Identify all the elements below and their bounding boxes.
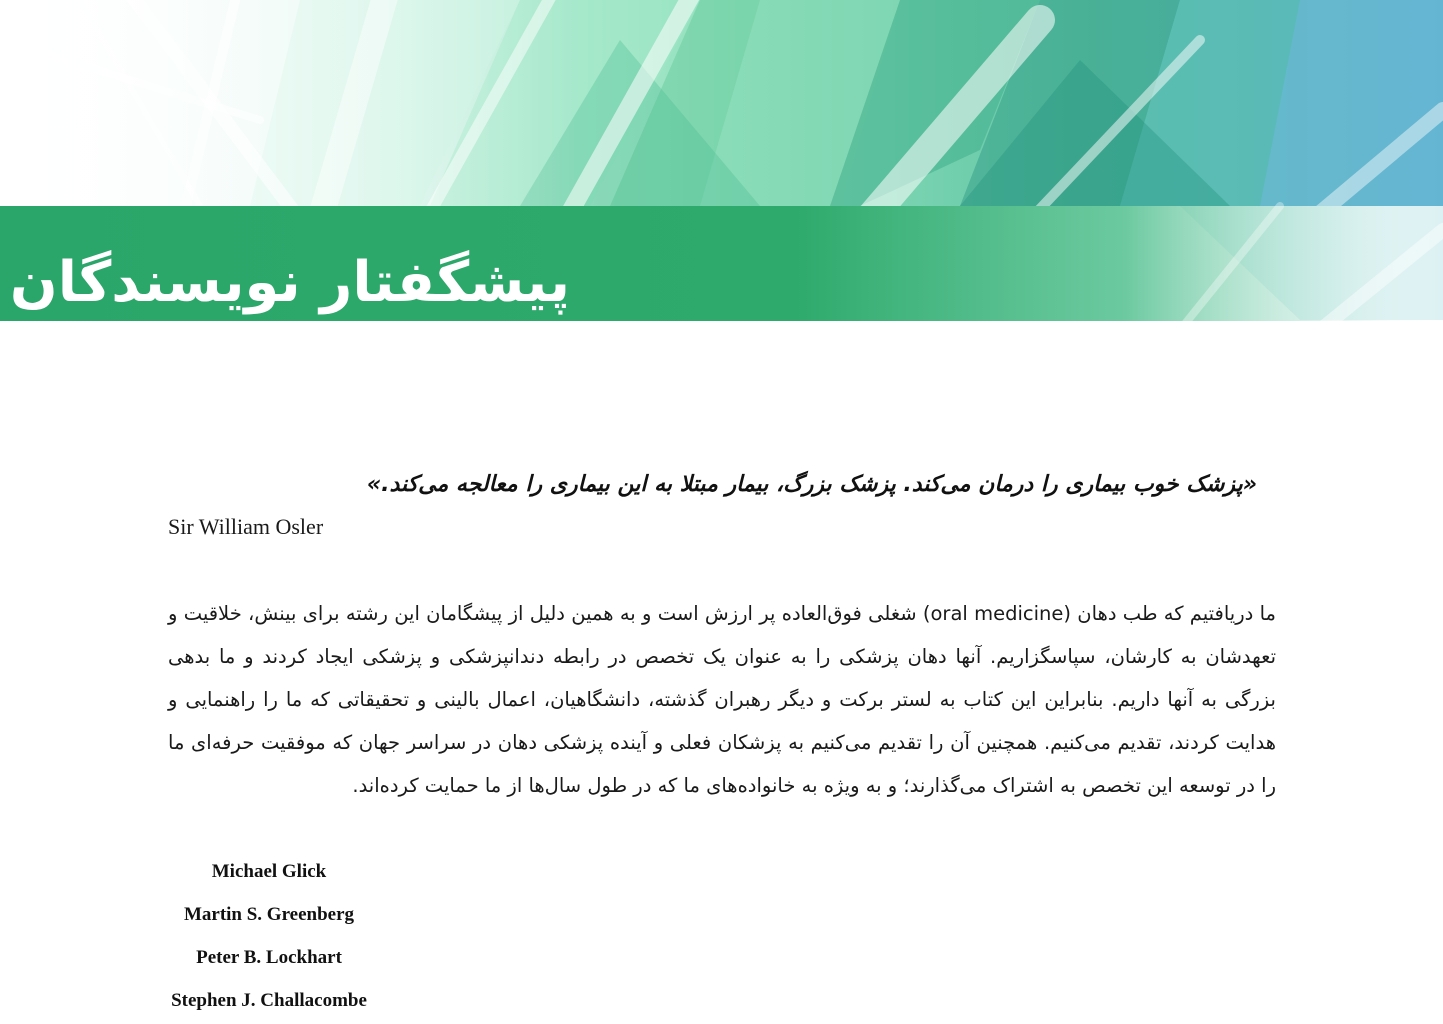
- author-name: Martin S. Greenberg: [183, 904, 355, 925]
- author-name: Michael Glick: [211, 861, 327, 882]
- epigraph-author: Sir William Osler: [168, 514, 324, 539]
- epigraph-quote: «پزشک خوب بیماری را درمان می‌کند. پزشک بزرگ، بیمار مبتلا به این بیماری را معالجه می‌کند.»: [366, 472, 1257, 497]
- page-title: پیشگفتار نویسندگان: [9, 250, 570, 315]
- author-name: Peter B. Lockhart: [196, 947, 342, 968]
- author-list: [168, 850, 370, 1022]
- body-paragraph: ما دریافتیم که طب دهان (oral medicine) شغلی فوق‌العاده پر ارزش است و به همین دلیل از پیشگامان این رشته برای بینش، خلاقیت و تعهدشان به کارشان، سپاسگزاریم. آنها دهان پزشکی را به عنوان یک تخصص در رابطه دندانپزشکی و پزشکی ایجاد کردند و ما بدهی بزرگی به آنها داریم. بنابراین این کتاب به لستر برکت و دیگر رهبران گذشته، دانشگاهیان، اعمال بالینی و تحقیقاتی که ما را راهنمایی و هدایت کردند، تقدیم می‌کنیم. همچنین آن را تقدیم می‌کنیم به پزشکان فعلی و آینده پزشکی دهان در سراسر جهان که موفقیت حرفه‌ای ما را در توسعه این تخصص به اشتراک می‌گذارند؛ و به ویژه به خانواده‌های ما که در طول سال‌ها از ما حمایت کرده‌اند.: [168, 602, 1276, 797]
- author-name: Stephen J. Challacombe: [171, 990, 367, 1011]
